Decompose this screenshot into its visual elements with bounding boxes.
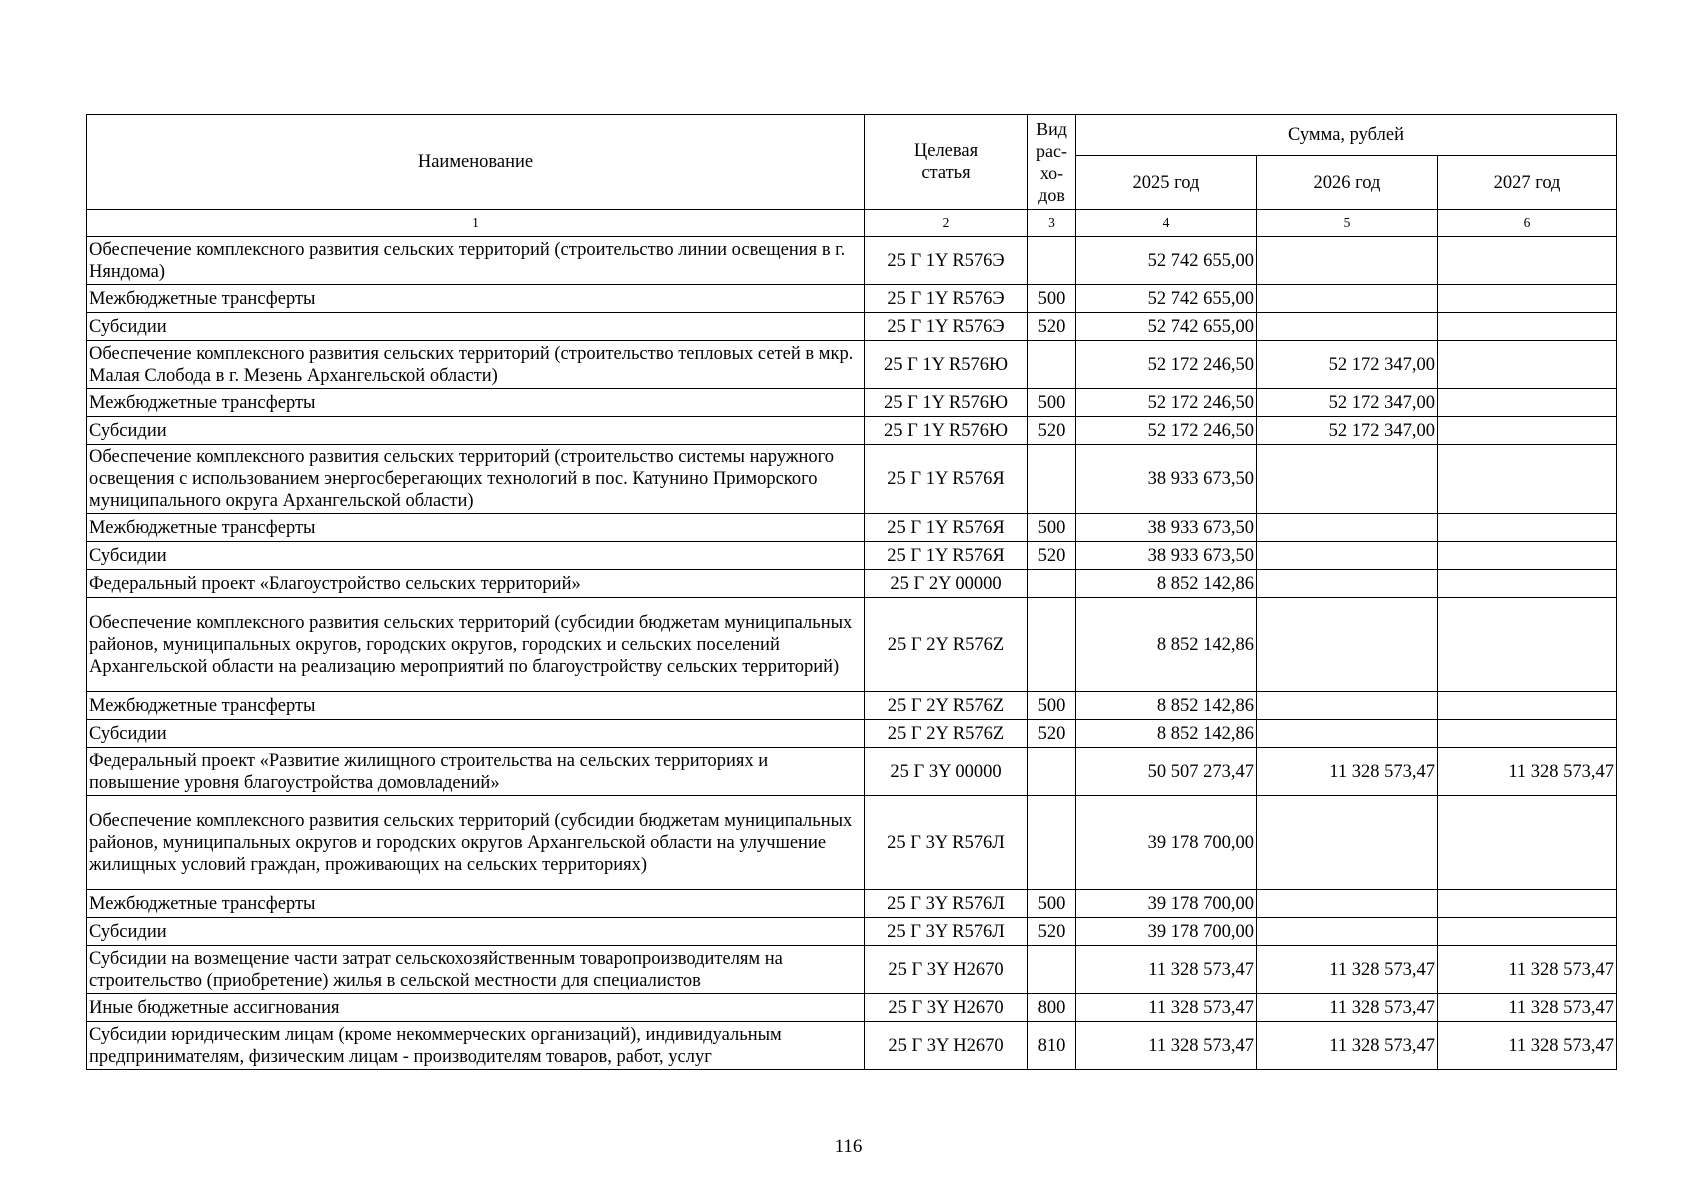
row-amount-2027 bbox=[1438, 389, 1617, 417]
table-row bbox=[87, 542, 1617, 570]
row-target-article: 25 Г 1Y R576Э bbox=[865, 285, 1028, 313]
row-target-article: 25 Г 3Y 00000 bbox=[865, 748, 1028, 796]
page-number: 116 bbox=[834, 1136, 863, 1157]
row-name: Субсидии bbox=[87, 720, 865, 748]
row-amount-2027 bbox=[1438, 514, 1617, 542]
table-row bbox=[87, 748, 1617, 796]
row-amount-2027: 11 328 573,47 bbox=[1438, 1022, 1617, 1070]
row-expense-type: 500 bbox=[1028, 285, 1076, 313]
row-name: Обеспечение комплексного развития сельских территорий (субсидии бюджетам муниципальных районов, муниципальных округов и городских округов Архангельской области на улучшение жилищных условий граждан, проживающих на сельских территориях) bbox=[87, 796, 865, 890]
row-amount-2025: 38 933 673,50 bbox=[1076, 514, 1257, 542]
row-name: Обеспечение комплексного развития сельских территорий (строительство тепловых сетей в мкр. Малая Слобода в г. Мезень Архангельской области) bbox=[87, 341, 865, 389]
row-expense-type bbox=[1028, 946, 1076, 994]
row-expense-type: 520 bbox=[1028, 313, 1076, 341]
column-number: 1 bbox=[87, 210, 865, 237]
row-amount-2025: 8 852 142,86 bbox=[1076, 570, 1257, 598]
row-target-article: 25 Г 1Y R576Я bbox=[865, 445, 1028, 514]
row-amount-2026: 52 172 347,00 bbox=[1257, 417, 1438, 445]
row-expense-type: 500 bbox=[1028, 389, 1076, 417]
row-amount-2026: 11 328 573,47 bbox=[1257, 748, 1438, 796]
row-amount-2027 bbox=[1438, 890, 1617, 918]
row-name: Субсидии bbox=[87, 417, 865, 445]
header-name: Наименование bbox=[87, 115, 865, 210]
row-amount-2027 bbox=[1438, 313, 1617, 341]
row-expense-type: 520 bbox=[1028, 417, 1076, 445]
table-row bbox=[87, 514, 1617, 542]
row-expense-type bbox=[1028, 445, 1076, 514]
row-expense-type: 520 bbox=[1028, 918, 1076, 946]
row-amount-2026 bbox=[1257, 570, 1438, 598]
row-amount-2027 bbox=[1438, 570, 1617, 598]
row-expense-type bbox=[1028, 748, 1076, 796]
row-target-article: 25 Г 2Y 00000 bbox=[865, 570, 1028, 598]
row-amount-2025: 8 852 142,86 bbox=[1076, 692, 1257, 720]
row-amount-2027: 11 328 573,47 bbox=[1438, 748, 1617, 796]
header-sum: Сумма, рублей bbox=[1076, 115, 1617, 156]
row-target-article: 25 Г 1Y R576Ю bbox=[865, 417, 1028, 445]
row-expense-type: 520 bbox=[1028, 720, 1076, 748]
row-amount-2026 bbox=[1257, 918, 1438, 946]
row-target-article: 25 Г 3Y R576Л bbox=[865, 796, 1028, 890]
header-year-2025: 2025 год bbox=[1076, 156, 1257, 210]
row-expense-type bbox=[1028, 796, 1076, 890]
table-row bbox=[87, 1022, 1617, 1070]
row-expense-type: 810 bbox=[1028, 1022, 1076, 1070]
row-target-article: 25 Г 1Y R576Ю bbox=[865, 341, 1028, 389]
row-name: Федеральный проект «Развитие жилищного строительства на сельских территориях и повышение уровня благоустройства домовладений» bbox=[87, 748, 865, 796]
table-row bbox=[87, 285, 1617, 313]
row-name: Субсидии bbox=[87, 918, 865, 946]
table-row bbox=[87, 598, 1617, 692]
column-number: 3 bbox=[1028, 210, 1076, 237]
table-row bbox=[87, 313, 1617, 341]
row-amount-2027 bbox=[1438, 237, 1617, 285]
row-amount-2026: 11 328 573,47 bbox=[1257, 1022, 1438, 1070]
column-number: 2 bbox=[865, 210, 1028, 237]
row-name: Субсидии на возмещение части затрат сельскохозяйственным товаропроизводителям на строительство (приобретение) жилья в сельской местности для специалистов bbox=[87, 946, 865, 994]
table-row bbox=[87, 994, 1617, 1022]
row-expense-type bbox=[1028, 598, 1076, 692]
row-amount-2025: 50 507 273,47 bbox=[1076, 748, 1257, 796]
row-amount-2026 bbox=[1257, 445, 1438, 514]
row-amount-2027 bbox=[1438, 341, 1617, 389]
table-row bbox=[87, 946, 1617, 994]
column-number: 5 bbox=[1257, 210, 1438, 237]
row-amount-2026: 52 172 347,00 bbox=[1257, 389, 1438, 417]
row-name: Федеральный проект «Благоустройство сельских территорий» bbox=[87, 570, 865, 598]
row-amount-2027: 11 328 573,47 bbox=[1438, 946, 1617, 994]
column-number: 4 bbox=[1076, 210, 1257, 237]
table-row bbox=[87, 445, 1617, 514]
row-amount-2027 bbox=[1438, 796, 1617, 890]
row-amount-2026 bbox=[1257, 542, 1438, 570]
row-amount-2027: 11 328 573,47 bbox=[1438, 994, 1617, 1022]
row-target-article: 25 Г 3Y R576Л bbox=[865, 918, 1028, 946]
table-row bbox=[87, 796, 1617, 890]
row-amount-2025: 39 178 700,00 bbox=[1076, 796, 1257, 890]
table-row bbox=[87, 237, 1617, 285]
row-target-article: 25 Г 3Y Н2670 bbox=[865, 1022, 1028, 1070]
row-target-article: 25 Г 1Y R576Э bbox=[865, 313, 1028, 341]
row-amount-2025: 52 742 655,00 bbox=[1076, 237, 1257, 285]
row-target-article: 25 Г 3Y R576Л bbox=[865, 890, 1028, 918]
row-amount-2025: 8 852 142,86 bbox=[1076, 598, 1257, 692]
row-expense-type: 520 bbox=[1028, 542, 1076, 570]
row-target-article: 25 Г 2Y R576Z bbox=[865, 720, 1028, 748]
row-amount-2027 bbox=[1438, 445, 1617, 514]
row-amount-2027 bbox=[1438, 692, 1617, 720]
table-row bbox=[87, 890, 1617, 918]
row-name: Субсидии bbox=[87, 313, 865, 341]
header-target-article bbox=[865, 115, 1028, 210]
row-amount-2025: 11 328 573,47 bbox=[1076, 1022, 1257, 1070]
row-expense-type: 800 bbox=[1028, 994, 1076, 1022]
row-amount-2025: 8 852 142,86 bbox=[1076, 720, 1257, 748]
row-amount-2026 bbox=[1257, 692, 1438, 720]
row-amount-2027 bbox=[1438, 918, 1617, 946]
header-target-article-text: Целевая статья bbox=[913, 141, 979, 183]
row-amount-2025: 39 178 700,00 bbox=[1076, 890, 1257, 918]
column-number: 6 bbox=[1438, 210, 1617, 237]
row-amount-2026: 11 328 573,47 bbox=[1257, 946, 1438, 994]
column-numbers-row bbox=[87, 210, 1617, 237]
row-target-article: 25 Г 1Y R576Ю bbox=[865, 389, 1028, 417]
table-row bbox=[87, 417, 1617, 445]
header-year-2026: 2026 год bbox=[1257, 156, 1438, 210]
table-row bbox=[87, 692, 1617, 720]
table-row bbox=[87, 918, 1617, 946]
row-amount-2027 bbox=[1438, 598, 1617, 692]
row-name: Обеспечение комплексного развития сельских территорий (строительство линии освещения в г. Няндома) bbox=[87, 237, 865, 285]
table-row bbox=[87, 389, 1617, 417]
row-amount-2026 bbox=[1257, 514, 1438, 542]
row-amount-2025: 38 933 673,50 bbox=[1076, 542, 1257, 570]
table-row bbox=[87, 341, 1617, 389]
table-row bbox=[87, 720, 1617, 748]
row-amount-2025: 52 742 655,00 bbox=[1076, 313, 1257, 341]
row-name: Субсидии юридическим лицам (кроме некоммерческих организаций), индивидуальным предпринимателям, физическим лицам - производителям товаров, работ, услуг bbox=[87, 1022, 865, 1070]
table-row bbox=[87, 570, 1617, 598]
row-amount-2026 bbox=[1257, 890, 1438, 918]
header-year-2027: 2027 год bbox=[1438, 156, 1617, 210]
row-target-article: 25 Г 1Y R576Я bbox=[865, 542, 1028, 570]
row-target-article: 25 Г 1Y R576Я bbox=[865, 514, 1028, 542]
row-target-article: 25 Г 3Y Н2670 bbox=[865, 946, 1028, 994]
row-amount-2027 bbox=[1438, 417, 1617, 445]
row-name: Субсидии bbox=[87, 542, 865, 570]
row-expense-type: 500 bbox=[1028, 890, 1076, 918]
row-expense-type bbox=[1028, 237, 1076, 285]
row-amount-2026 bbox=[1257, 237, 1438, 285]
row-amount-2025: 52 742 655,00 bbox=[1076, 285, 1257, 313]
header-expense-type-text: Вид рас-хо-дов bbox=[1036, 119, 1067, 205]
row-amount-2025: 52 172 246,50 bbox=[1076, 341, 1257, 389]
row-name: Межбюджетные трансферты bbox=[87, 389, 865, 417]
row-amount-2025: 39 178 700,00 bbox=[1076, 918, 1257, 946]
row-target-article: 25 Г 2Y R576Z bbox=[865, 598, 1028, 692]
row-amount-2026: 52 172 347,00 bbox=[1257, 341, 1438, 389]
row-amount-2026: 11 328 573,47 bbox=[1257, 994, 1438, 1022]
row-amount-2025: 38 933 673,50 bbox=[1076, 445, 1257, 514]
row-expense-type: 500 bbox=[1028, 692, 1076, 720]
row-name: Межбюджетные трансферты bbox=[87, 514, 865, 542]
row-amount-2025: 52 172 246,50 bbox=[1076, 417, 1257, 445]
row-name: Межбюджетные трансферты bbox=[87, 890, 865, 918]
row-name: Обеспечение комплексного развития сельских территорий (строительство системы наружного освещения с использованием энергосберегающих технологий в пос. Катунино Приморского муниципального округа Архангельской области) bbox=[87, 445, 865, 514]
header-expense-type bbox=[1028, 115, 1076, 210]
row-amount-2027 bbox=[1438, 285, 1617, 313]
row-amount-2025: 11 328 573,47 bbox=[1076, 946, 1257, 994]
row-amount-2026 bbox=[1257, 796, 1438, 890]
budget-table bbox=[86, 114, 1617, 1070]
row-amount-2027 bbox=[1438, 542, 1617, 570]
row-target-article: 25 Г 1Y R576Э bbox=[865, 237, 1028, 285]
row-expense-type: 500 bbox=[1028, 514, 1076, 542]
row-name: Межбюджетные трансферты bbox=[87, 285, 865, 313]
row-name: Межбюджетные трансферты bbox=[87, 692, 865, 720]
row-target-article: 25 Г 2Y R576Z bbox=[865, 692, 1028, 720]
row-amount-2025: 11 328 573,47 bbox=[1076, 994, 1257, 1022]
row-amount-2026 bbox=[1257, 285, 1438, 313]
row-amount-2026 bbox=[1257, 313, 1438, 341]
row-target-article: 25 Г 3Y Н2670 bbox=[865, 994, 1028, 1022]
row-expense-type bbox=[1028, 341, 1076, 389]
row-amount-2026 bbox=[1257, 598, 1438, 692]
row-amount-2025: 52 172 246,50 bbox=[1076, 389, 1257, 417]
row-name: Иные бюджетные ассигнования bbox=[87, 994, 865, 1022]
row-expense-type bbox=[1028, 570, 1076, 598]
row-amount-2026 bbox=[1257, 720, 1438, 748]
row-amount-2027 bbox=[1438, 720, 1617, 748]
row-name: Обеспечение комплексного развития сельских территорий (субсидии бюджетам муниципальных районов, муниципальных округов, городских округов, городских и сельских поселений Архангельской области на реализацию мероприятий по благоустройству сельских территорий) bbox=[87, 598, 865, 692]
